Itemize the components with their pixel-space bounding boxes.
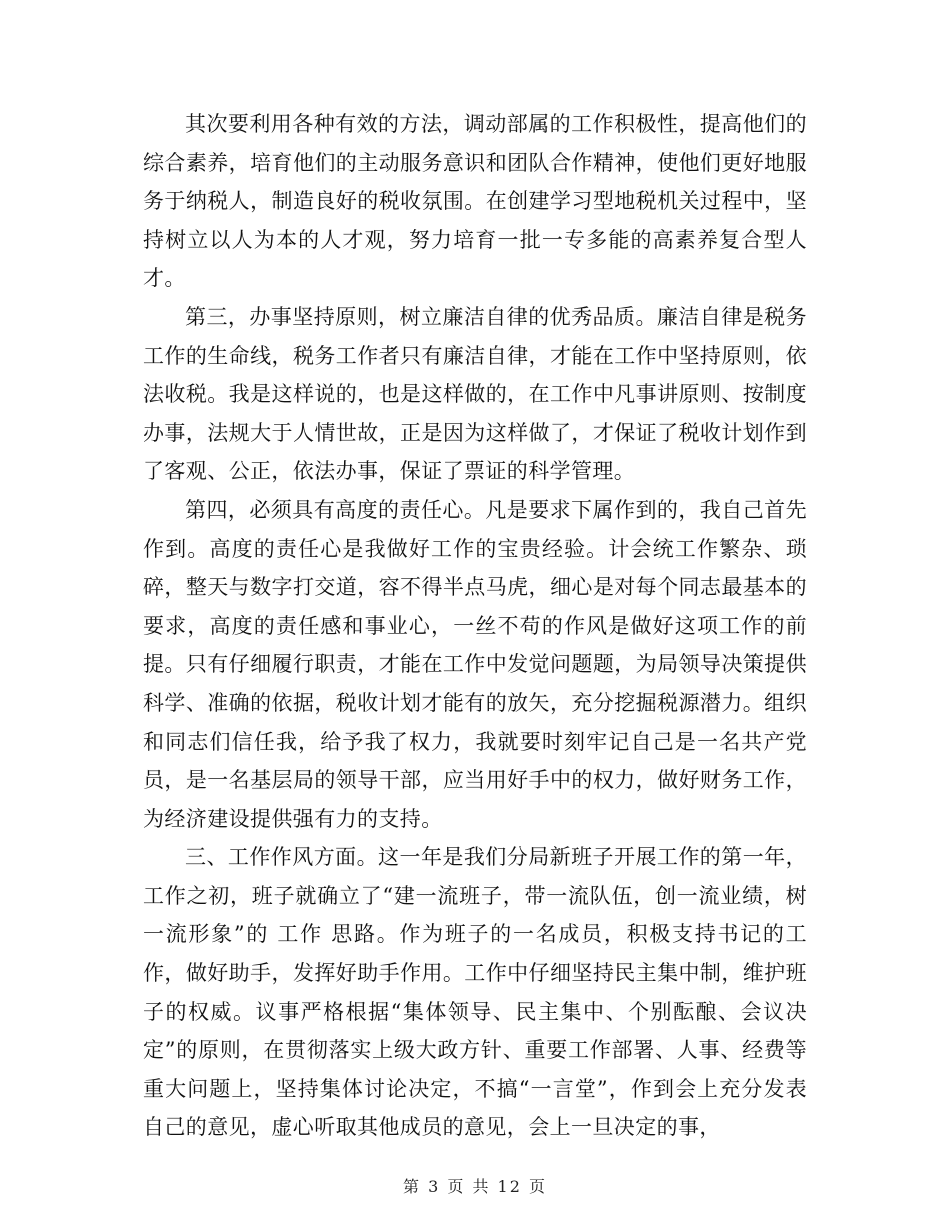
paragraph-2: 第三，办事坚持原则，树立廉洁自律的优秀品质。廉洁自律是税务工作的生命线，税务工作者只有廉洁自律，才能在工作中坚持原则，依法收税。我是这样说的，也是这样做的，在工作中凡事讲原则、按制度办事，法规大于人情世故，正是因为这样做了，才保证了税收计划作到了客观、公正，依法办事，保证了票证的科学管理。 [143, 304, 807, 484]
paragraph-1: 其次要利用各种有效的方法，调动部属的工作积极性，提高他们的综合素养，培育他们的主动服务意识和团队合作精神，使他们更好地服务于纳税人，制造良好的税收氛围。在创建学习型地税机关过程中，坚持树立以人为本的人才观，努力培育一批一专多能的高素养复合型人才。 [143, 112, 807, 291]
document-body [143, 105, 807, 1147]
page-number-footer: 第 3 页 共 12 页 [403, 1177, 547, 1196]
paragraph-3: 第四，必须具有高度的责任心。凡是要求下属作到的，我自己首先作到。高度的责任心是我做好工作的宝贵经验。计会统工作繁杂、琐碎，整天与数字打交道，容不得半点马虎，细心是对每个同志最基本的要求，高度的责任感和事业心，一丝不苟的作风是做好这项工作的前提。只有仔细履行职责，才能在工作中发觉问题题，为局领导决策提供科学、准确的依据，税收计划才能有的放矢，充分挖掘税源潜力。组织和同志们信任我，给予我了权力，我就要时刻牢记自己是一名共产党员，是一名基层局的领导干部，应当用好手中的权力，做好财务工作，为经济建设提供强有力的支持。 [143, 497, 807, 831]
paragraph-4: 三、工作作风方面。这一年是我们分局新班子开展工作的第一年，工作之初，班子就确立了“建一流班子，带一流队伍，创一流业绩，树一流形象”的 工作 思路。作为班子的一名成员，积极支持书记的工作，做好助手，发挥好助手作用。工作中仔细坚持民主集中制，维护班子的权威。议事严格根据“集体领导、民主集中、个别酝酿、会议决定”的原则，在贯彻落实上级大政方针、重要工作部署、人事、经费等重大问题上，坚持集体讨论决定，不搞“一言堂”，作到会上充分发表自己的意见，虚心听取其他成员的意见，会上一旦决定的事， [143, 845, 807, 1140]
